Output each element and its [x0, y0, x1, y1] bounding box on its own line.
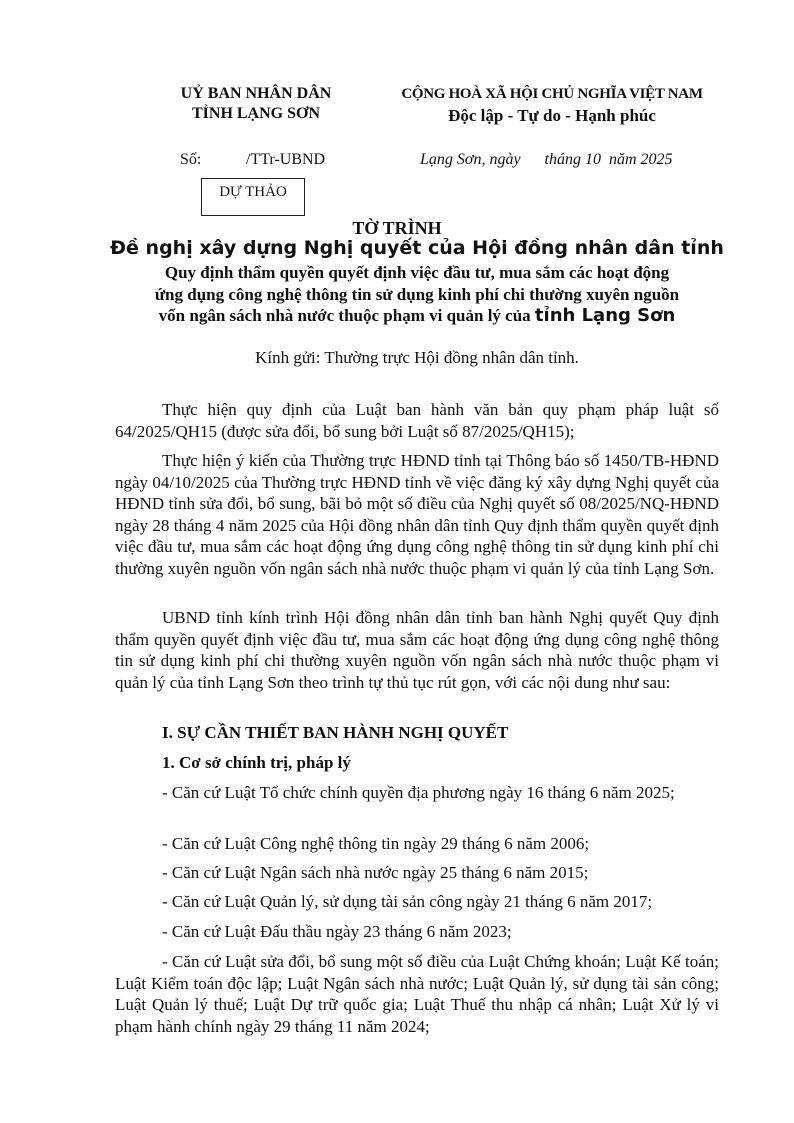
national-title: CỘNG HOÀ XÃ HỘI CHỦ NGHĨA VIỆT NAM	[401, 86, 703, 102]
document-subtitle: Đề nghị xây dựng Nghị quyết của Hội đồng nhân dân tỉnh	[110, 237, 724, 259]
document-description-line3	[100, 305, 734, 327]
legal-basis-item: - Căn cứ Luật Ngân sách nhà nước ngày 25 tháng 6 năm 2015;	[162, 863, 589, 882]
description-line3-text: vốn ngân sách nhà nước thuộc phạm vi quản lý của	[158, 306, 535, 325]
document-description-line1: Quy định thẩm quyền quyết định việc đầu tư, mua sắm các hoạt động	[164, 263, 670, 282]
legal-basis-item: - Căn cứ Luật sửa đổi, bổ sung một số điều của Luật Chứng khoán; Luật Kế toán; Luật Kiểm toán độc lập; Luật Ngân sách nhà nước; Luật Quản lý, sử dụng tài sản công; Luật Quản lý thuế; Luật Dự trữ quốc gia; Luật Thuế thu nhập cá nhân; Luật Xử lý vi phạm hành chính ngày 29 tháng 11 năm 2024;	[115, 952, 719, 1036]
document-number: /TTr-UBND	[246, 151, 326, 168]
subsection-heading: 1. Cơ sở chính trị, pháp lý	[162, 753, 351, 772]
legal-basis-item: - Căn cứ Luật Tổ chức chính quyền địa phương ngày 16 tháng 6 năm 2025;	[162, 783, 675, 802]
recipient-greeting: Kính gửi: Thường trực Hội đồng nhân dân tỉnh.	[255, 348, 579, 367]
issuing-agency-line1: UỶ BAN NHÂN DÂN	[180, 85, 332, 102]
legal-basis-item: - Căn cứ Luật Quản lý, sử dụng tài sản công ngày 21 tháng 6 năm 2017;	[162, 892, 653, 911]
description-line3-province: tỉnh Lạng Sơn	[534, 305, 676, 326]
legal-basis-item: - Căn cứ Luật Đấu thầu ngày 23 tháng 6 năm 2023;	[162, 922, 512, 941]
document-description-line2: ứng dụng công nghệ thông tin sử dụng kinh phí chi thường xuyên nguồn	[154, 285, 680, 304]
issuing-agency-line2: TỈNH LẠNG SƠN	[191, 105, 321, 122]
paragraph-3: UBND tỉnh kính trình Hội đồng nhân dân tỉnh ban hành Nghị quyết Quy định thẩm quyền quyết định việc đầu tư, mua sắm các hoạt động ứng dụng công nghệ thông tin sử dụng kinh phí chi thường xuyên nguồn vốn ngân sách nhà nước thuộc phạm vi quản lý của tỉnh Lạng Sơn theo trình tự thủ tục rút gọn, với các nội dung như sau:	[115, 608, 719, 692]
paragraph-1: Thực hiện quy định của Luật ban hành văn bản quy phạm pháp luật số 64/2025/QH15 (được sửa đổi, bổ sung bởi Luật số 87/2025/QH15);	[115, 400, 719, 441]
national-motto: Độc lập - Tự do - Hạnh phúc	[448, 106, 656, 125]
document-date: Lạng Sơn, ngày tháng 10 năm 2025	[420, 151, 673, 168]
section-heading: I. SỰ CẦN THIẾT BAN HÀNH NGHỊ QUYẾT	[162, 723, 509, 742]
document-type-title: TỜ TRÌNH	[352, 218, 442, 238]
paragraph-2: Thực hiện ý kiến của Thường trực HĐND tỉnh tại Thông báo số 1450/TB-HĐND ngày 04/10/2025 của Thường trực HĐND tỉnh về việc đăng ký xây dựng Nghị quyết của HĐND tỉnh sửa đổi, bổ sung, bãi bỏ một số điều của Nghị quyết số 08/2025/NQ-HĐND ngày 28 tháng 4 năm 2025 của Hội đồng nhân dân tỉnh Quy định thẩm quyền quyết định việc đầu tư, mua sắm các hoạt động ứng dụng công nghệ thông tin sử dụng kinh phí chi thường xuyên nguồn vốn ngân sách nhà nước thuộc phạm vi quản lý của tỉnh Lạng Sơn.	[115, 451, 719, 578]
legal-basis-item: - Căn cứ Luật Công nghệ thông tin ngày 29 tháng 6 năm 2006;	[162, 834, 590, 853]
draft-stamp: DỰ THẢO	[201, 178, 305, 216]
document-number-label: Số:	[180, 151, 202, 168]
